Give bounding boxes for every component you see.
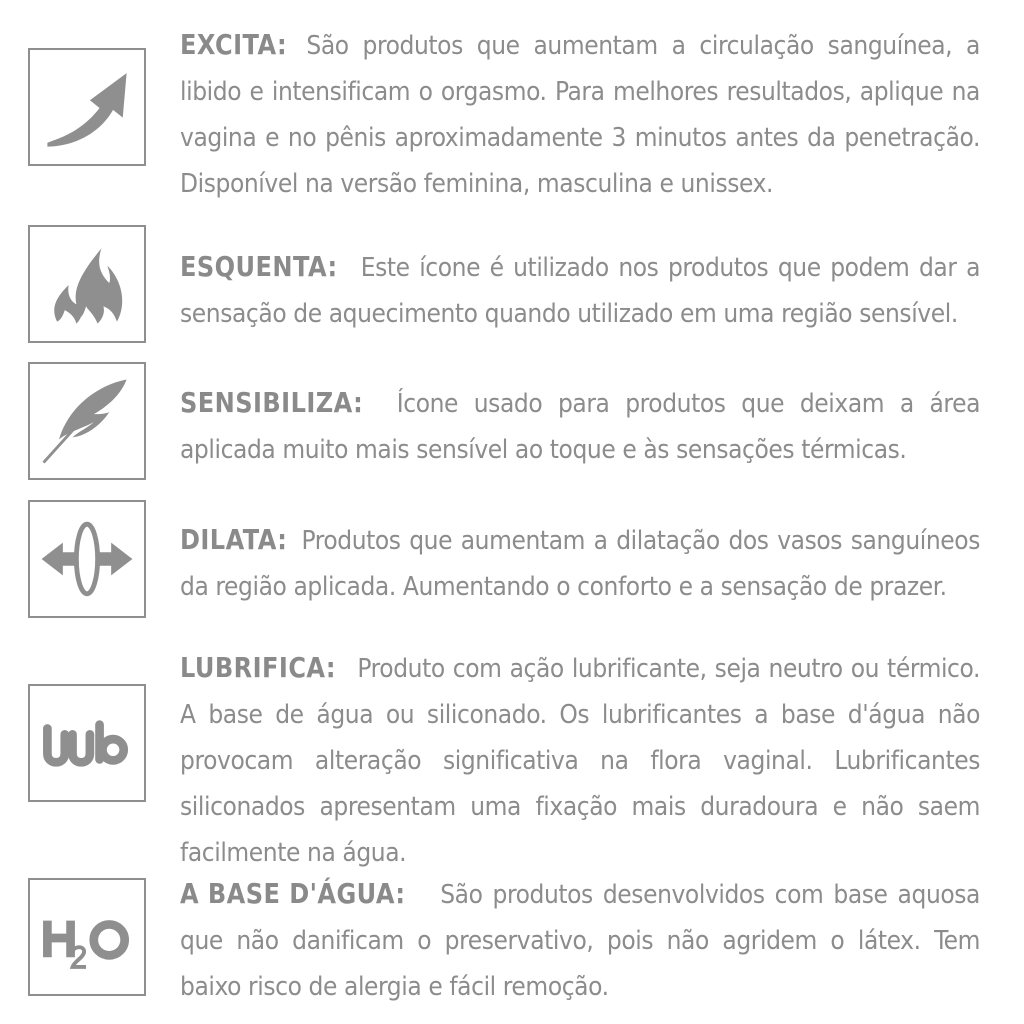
item-description: São produtos desenvolvidos com base aquosa que não danificam o preservativo, pois não agridem o látex. Tem baixo risco de alergia e fácil remoção. — [180, 880, 980, 1002]
item-label: DILATA: — [180, 523, 288, 556]
item-label: ESQUENTA: — [180, 250, 338, 283]
lub-icon — [28, 684, 146, 802]
item-description: Produtos que aumentam a dilatação dos vasos sanguíneos da região aplicada. Aumentando o conforto e a sensação de prazer. — [180, 526, 980, 602]
item-label: SENSIBILIZA: — [180, 386, 364, 419]
feather-icon — [28, 362, 146, 480]
item-description: São produtos que aumentam a circulação sanguínea, a libido e intensificam o orgasmo. Para melhores resultados, aplique na vagina e no pênis aproximadamente 3 minutos antes da penetração. Disponível na versão feminina, masculina e unissex. — [180, 31, 980, 199]
dilate-arrows-icon — [28, 500, 146, 618]
h2o-icon — [28, 878, 146, 996]
arrow-curve-up-icon — [28, 48, 146, 166]
item-label: EXCITA: — [180, 28, 288, 61]
flame-icon — [28, 225, 146, 343]
item-label: LUBRIFICA: — [180, 651, 336, 684]
item-label: A BASE D'ÁGUA: — [180, 877, 406, 910]
item-description: Produto com ação lubrificante, seja neutro ou térmico. A base de água ou siliconado. Os lubrificantes a base d'água não provocam alteração significativa na flora vaginal. Lubrificantes siliconados apresentam uma fixação mais duradoura e não saem facilmente na água. — [180, 654, 980, 868]
item-description: Ícone usado para produtos que deixam a área aplicada muito mais sensível ao toque e às sensações térmicas. — [180, 389, 980, 465]
item-description: Este ícone é utilizado nos produtos que podem dar a sensação de aquecimento quando utilizado em uma região sensível. — [180, 253, 981, 329]
